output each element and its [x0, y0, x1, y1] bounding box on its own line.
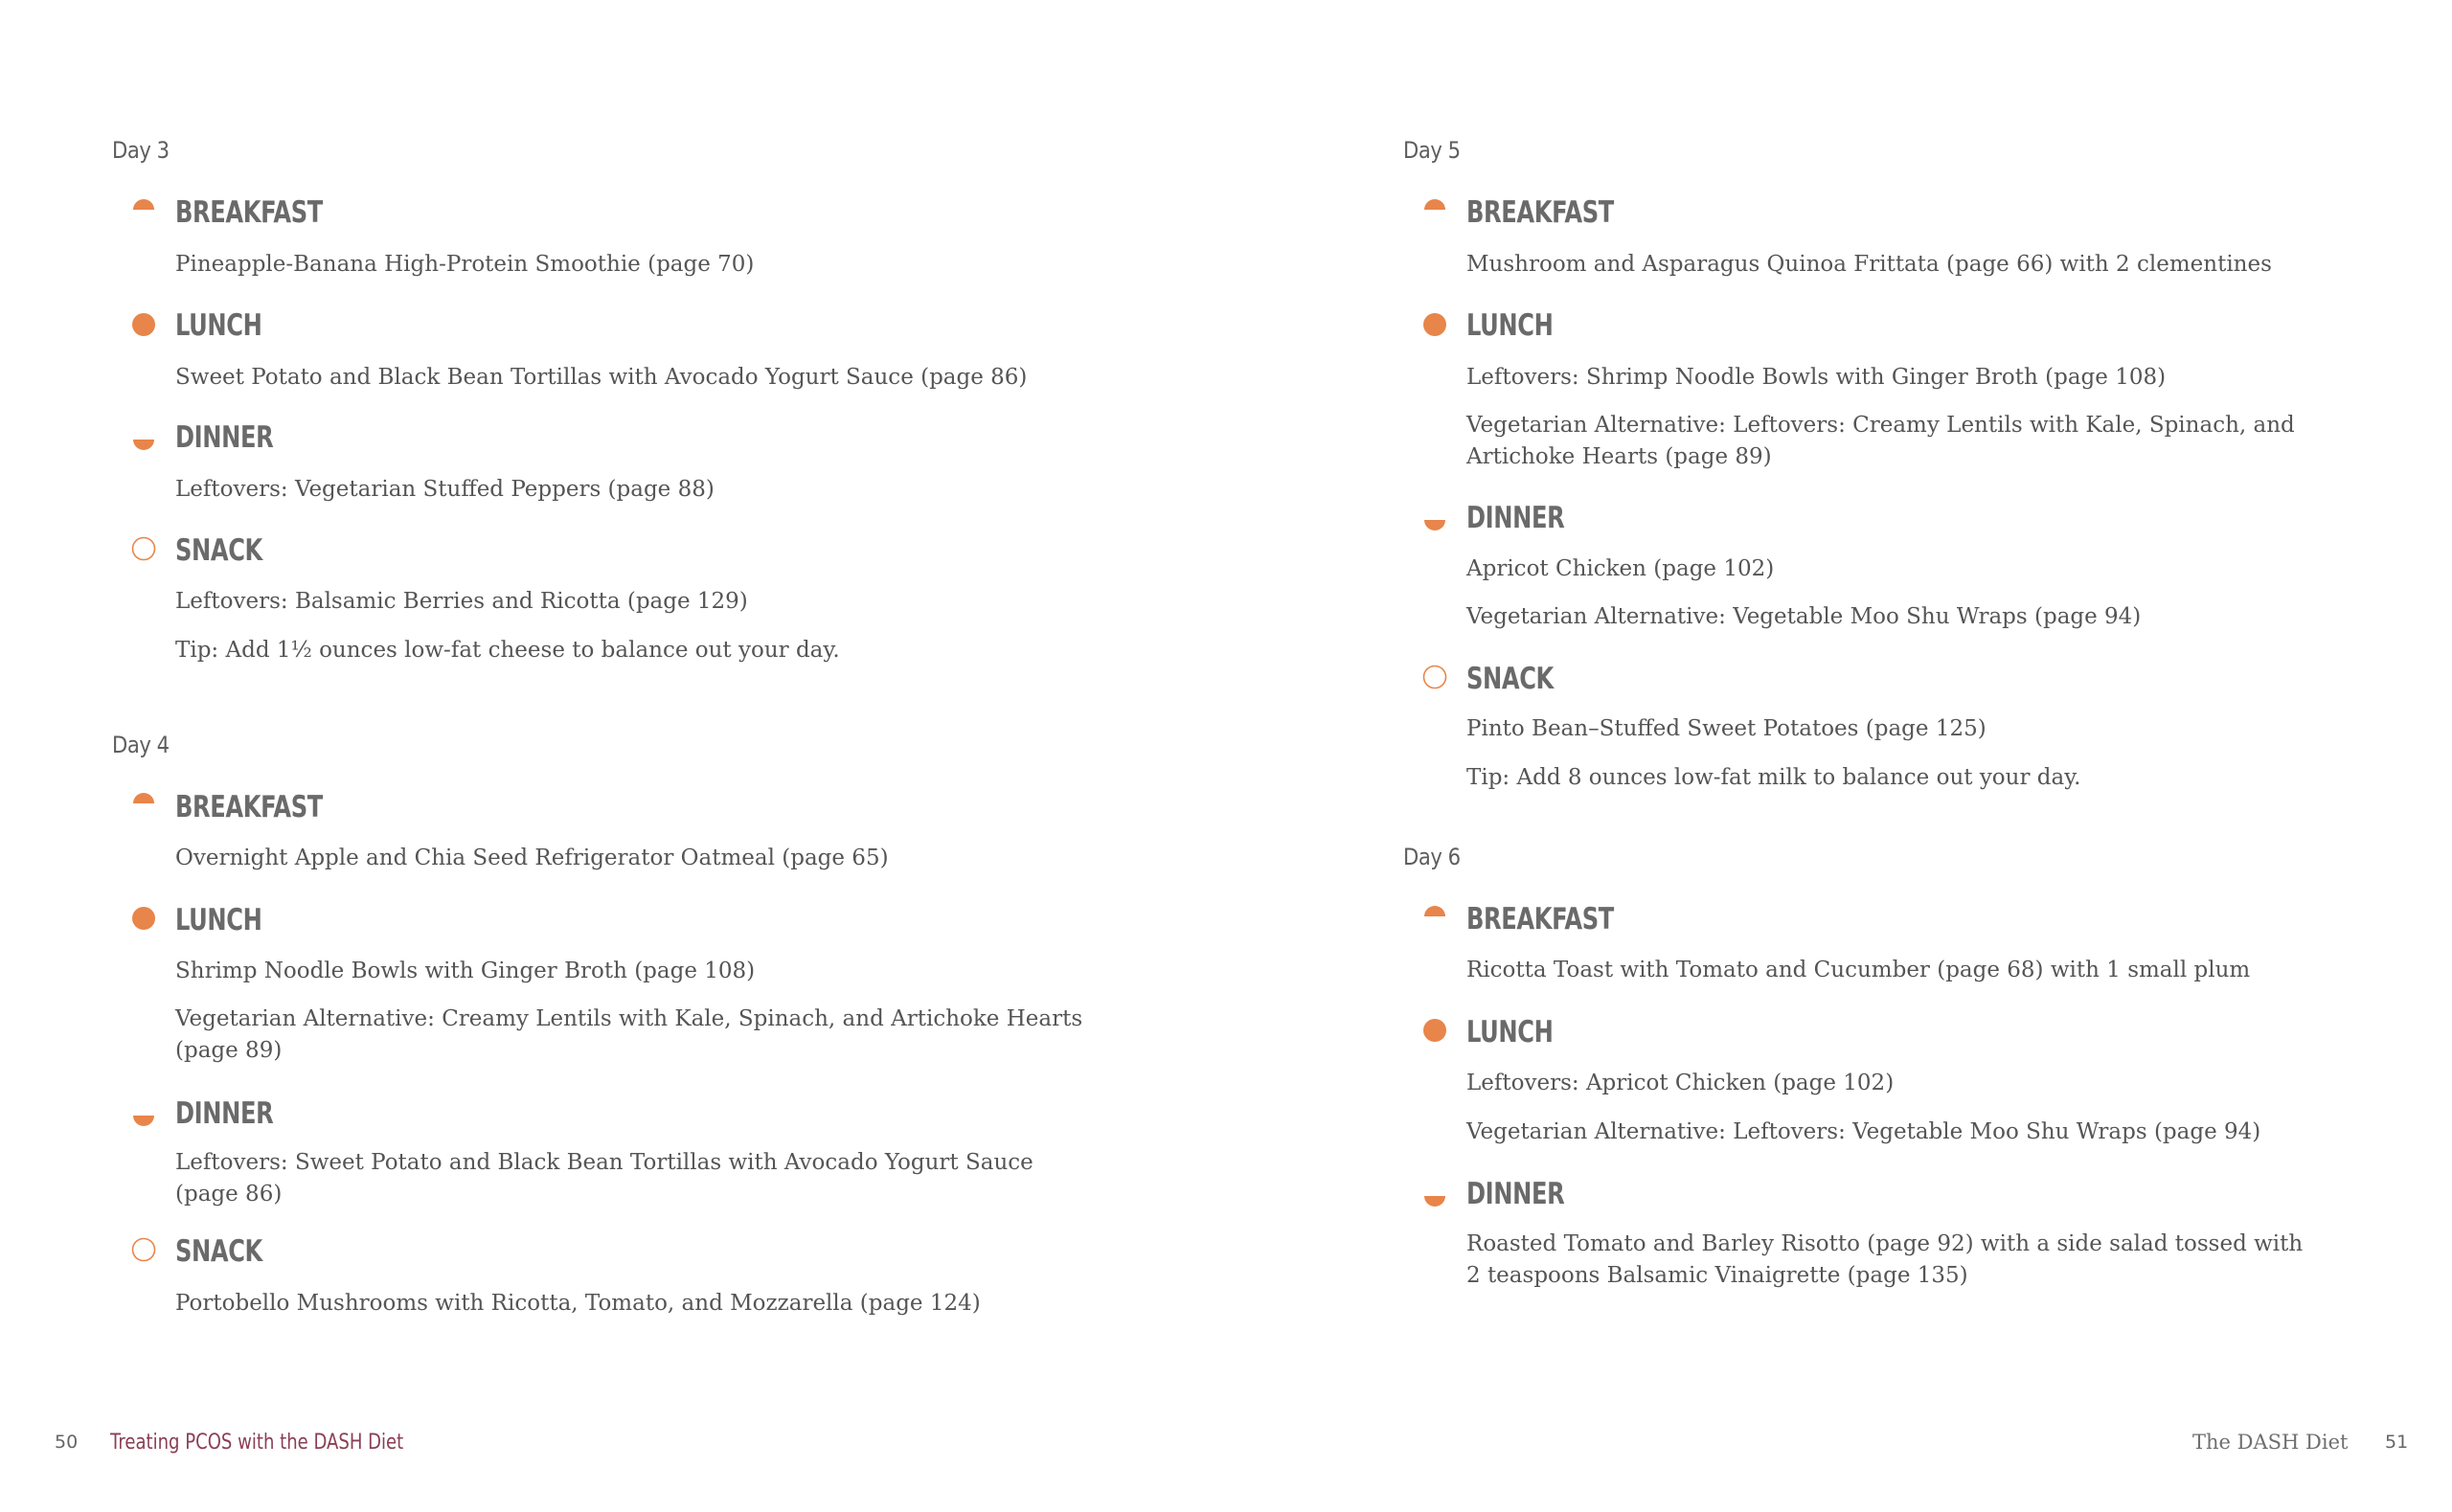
- snack-empty-circle-icon: [1422, 665, 1447, 689]
- lunch-full-circle-icon: [131, 312, 156, 337]
- dinner-half-circle-icon: [1422, 508, 1447, 532]
- snack-empty-circle-icon: [131, 1237, 156, 1262]
- day-5-dinner-text: Apricot Chicken (page 102): [1466, 556, 1775, 581]
- day-4-breakfast-heading: BREAKFAST: [175, 790, 323, 824]
- dinner-half-circle-icon: [131, 427, 156, 452]
- day-3-snack-tip: Tip: Add 1½ ounces low-fat cheese to balance out your day.: [175, 638, 840, 663]
- breakfast-half-sun-icon: [131, 197, 156, 222]
- day-4-lunch-alternative-line1: Vegetarian Alternative: Creamy Lentils with Kale, Spinach, and Artichoke Hearts: [175, 1006, 1083, 1031]
- day-6-dinner-heading: DINNER: [1466, 1177, 1565, 1211]
- day-4-title: Day 4: [112, 732, 170, 758]
- breakfast-half-sun-icon: [1422, 904, 1447, 929]
- day-5-lunch-alternative-line1: Vegetarian Alternative: Leftovers: Creamy Lentils with Kale, Spinach, and: [1466, 413, 2295, 438]
- day-5-snack-tip: Tip: Add 8 ounces low-fat milk to balance out your day.: [1466, 765, 2081, 790]
- lunch-full-circle-icon: [1422, 312, 1447, 337]
- day-6-lunch-heading: LUNCH: [1466, 1015, 1554, 1049]
- day-4-dinner-text-line1: Leftovers: Sweet Potato and Black Bean Tortillas with Avocado Yogurt Sauce: [175, 1150, 1033, 1175]
- day-6-dinner-text-line1: Roasted Tomato and Barley Risotto (page 92) with a side salad tossed with: [1466, 1231, 2304, 1256]
- day-4-lunch-text: Shrimp Noodle Bowls with Ginger Broth (page 108): [175, 959, 756, 983]
- day-3-lunch-heading: LUNCH: [175, 308, 262, 343]
- day-3-snack-text: Leftovers: Balsamic Berries and Ricotta (page 129): [175, 589, 748, 614]
- day-3-snack-heading: SNACK: [175, 533, 262, 568]
- day-4-snack-text: Portobello Mushrooms with Ricotta, Tomato, and Mozzarella (page 124): [175, 1291, 981, 1316]
- day-5-title: Day 5: [1403, 137, 1461, 164]
- day-5-breakfast-text: Mushroom and Asparagus Quinoa Frittata (page 66) with 2 clementines: [1466, 252, 2272, 277]
- left-running-title: Treating PCOS with the DASH Diet: [110, 1431, 404, 1455]
- day-3-breakfast-heading: BREAKFAST: [175, 195, 323, 230]
- day-5-lunch-text: Leftovers: Shrimp Noodle Bowls with Ginger Broth (page 108): [1466, 365, 2167, 390]
- day-4-lunch-alternative-line2: (page 89): [175, 1038, 283, 1063]
- day-6-breakfast-heading: BREAKFAST: [1466, 902, 1614, 937]
- day-3-breakfast-text: Pineapple-Banana High-Protein Smoothie (page 70): [175, 252, 755, 277]
- day-5-lunch-alternative-line2: Artichoke Hearts (page 89): [1466, 444, 1772, 469]
- day-3-dinner-heading: DINNER: [175, 420, 274, 455]
- day-6-lunch-alternative: Vegetarian Alternative: Leftovers: Vegetable Moo Shu Wraps (page 94): [1466, 1119, 2261, 1144]
- dinner-half-circle-icon: [1422, 1184, 1447, 1208]
- lunch-full-circle-icon: [131, 906, 156, 931]
- day-4-snack-heading: SNACK: [175, 1234, 262, 1269]
- day-5-snack-text: Pinto Bean–Stuffed Sweet Potatoes (page 125): [1466, 716, 1987, 741]
- left-page-number: 50: [55, 1432, 79, 1453]
- day-4-dinner-text-line2: (page 86): [175, 1182, 283, 1207]
- breakfast-half-sun-icon: [1422, 197, 1447, 222]
- day-3-lunch-text: Sweet Potato and Black Bean Tortillas with Avocado Yogurt Sauce (page 86): [175, 365, 1028, 390]
- lunch-full-circle-icon: [1422, 1018, 1447, 1043]
- day-5-dinner-heading: DINNER: [1466, 501, 1565, 535]
- snack-empty-circle-icon: [131, 536, 156, 561]
- day-6-lunch-text: Leftovers: Apricot Chicken (page 102): [1466, 1071, 1895, 1095]
- day-6-dinner-text-line2: 2 teaspoons Balsamic Vinaigrette (page 135): [1466, 1263, 1968, 1288]
- day-6-title: Day 6: [1403, 844, 1461, 870]
- right-page-number: 51: [2385, 1432, 2409, 1453]
- day-5-lunch-heading: LUNCH: [1466, 308, 1554, 343]
- breakfast-half-sun-icon: [131, 791, 156, 816]
- day-5-breakfast-heading: BREAKFAST: [1466, 195, 1614, 230]
- day-4-dinner-heading: DINNER: [175, 1096, 274, 1131]
- day-3-dinner-text: Leftovers: Vegetarian Stuffed Peppers (page 88): [175, 477, 715, 502]
- day-5-snack-heading: SNACK: [1466, 662, 1554, 696]
- day-4-lunch-heading: LUNCH: [175, 903, 262, 937]
- day-6-breakfast-text: Ricotta Toast with Tomato and Cucumber (page 68) with 1 small plum: [1466, 958, 2251, 982]
- day-3-title: Day 3: [112, 137, 170, 164]
- day-4-breakfast-text: Overnight Apple and Chia Seed Refrigerator Oatmeal (page 65): [175, 846, 889, 870]
- dinner-half-circle-icon: [131, 1103, 156, 1128]
- right-running-title: The DASH Diet: [2192, 1431, 2349, 1454]
- day-5-dinner-alternative: Vegetarian Alternative: Vegetable Moo Shu Wraps (page 94): [1466, 604, 2142, 629]
